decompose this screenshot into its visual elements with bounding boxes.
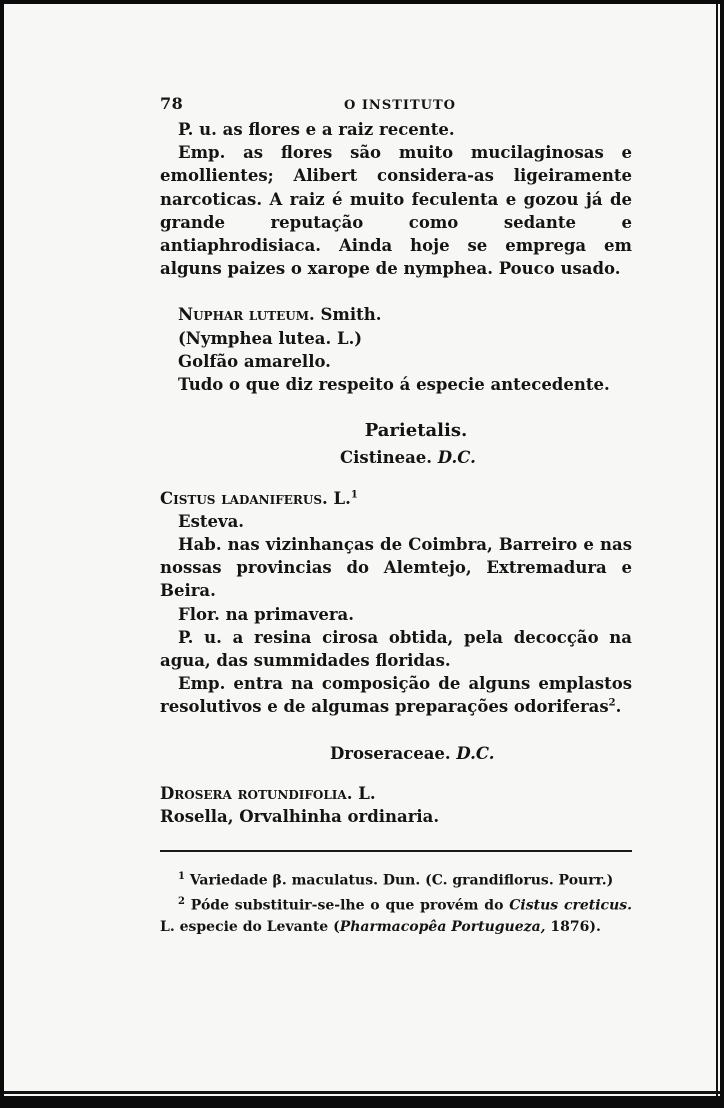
footnotes bbox=[160, 866, 632, 938]
page bbox=[4, 4, 720, 1096]
species-heading-nuphar bbox=[160, 303, 632, 326]
page-number: 78 bbox=[160, 94, 184, 113]
running-head: O INSTITUTO bbox=[344, 98, 456, 113]
synonym: (Nymphea lutea. L.) bbox=[178, 328, 363, 348]
footnote-2 bbox=[160, 891, 632, 938]
family-heading-cistineae bbox=[160, 446, 632, 469]
species-heading-drosera bbox=[160, 782, 632, 805]
species-name: Cistus ladaniferus. bbox=[160, 488, 328, 508]
footnote-text-a: Póde substituir-se-lhe o que provém do bbox=[190, 898, 510, 915]
footnote-mark: 2 bbox=[178, 896, 185, 908]
species-heading-cistus bbox=[160, 487, 632, 510]
footnote-italic-b: Pharmacopêa Portugueza, bbox=[339, 919, 546, 936]
section-title: Parietalis. bbox=[364, 420, 468, 442]
species-author: Smith. bbox=[320, 305, 382, 325]
family-author: D.C. bbox=[456, 743, 495, 763]
common-name: Rosella, Orvalhinha ordinaria. bbox=[160, 807, 440, 827]
footnote-rule bbox=[160, 850, 632, 852]
species-author: L. bbox=[358, 783, 376, 803]
uses-end: . bbox=[615, 697, 622, 717]
uses bbox=[160, 672, 632, 718]
parts-used: P. u. a resina cirosa obtida, pela decocção na agua, das summidades floridas. bbox=[160, 627, 632, 671]
footnote-1 bbox=[160, 866, 632, 892]
nuphar-pre-emp: Emp. as flores são muito mucilaginosas e emollientes; Alibert considera-as ligeiramente narcoticas. A raiz é muito feculenta e gozou já de grande reputação como sedante e antiaphrodisiaca. Ainda hoje se emprega em alguns paizes o xarope de nymphea. Pouco usado. bbox=[160, 143, 632, 279]
species-author: L. bbox=[333, 488, 351, 508]
uses-text: Emp. entra na composição de alguns emplastos resolutivos e de algumas preparações odoriferas bbox=[160, 674, 632, 717]
page-edge-right bbox=[716, 4, 718, 1096]
common-name: Golfão amarello. bbox=[178, 351, 331, 371]
page-edge-bottom bbox=[4, 1091, 720, 1094]
family-heading-droseraceae bbox=[160, 742, 632, 765]
footnote-italic-a: Cistus creticus. bbox=[509, 898, 633, 915]
flowering: Flor. na primavera. bbox=[178, 604, 354, 624]
common-name: Esteva. bbox=[178, 511, 245, 531]
footnote-mark: 1 bbox=[178, 870, 185, 882]
family-name: Droseraceae. bbox=[330, 743, 451, 763]
footnote-ref: 1 bbox=[350, 489, 358, 501]
family-author: D.C. bbox=[437, 448, 476, 468]
footnote-text-c: 1876). bbox=[545, 919, 601, 936]
page-header bbox=[160, 92, 632, 118]
footnote-text: Variedade β. maculatus. Dun. (C. grandiflorus. Pourr.) bbox=[189, 872, 614, 889]
species-name: Nuphar luteum. bbox=[178, 305, 315, 325]
species-name: Drosera rotundifolia. bbox=[160, 783, 353, 803]
page-content bbox=[160, 92, 632, 938]
nuphar-pre-pu: P. u. as flores e a raiz recente. bbox=[178, 120, 455, 139]
footnote-text-b: L. especie do Levante ( bbox=[160, 919, 340, 936]
family-name: Cistineae. bbox=[340, 448, 433, 468]
note: Tudo o que diz respeito á especie antecedente. bbox=[178, 375, 610, 395]
footnote-ref: 2 bbox=[608, 697, 616, 709]
habitat: Hab. nas vizinhanças de Coimbra, Barreiro e nas nossas provincias do Alemtejo, Extremadura e Beira. bbox=[160, 535, 632, 601]
